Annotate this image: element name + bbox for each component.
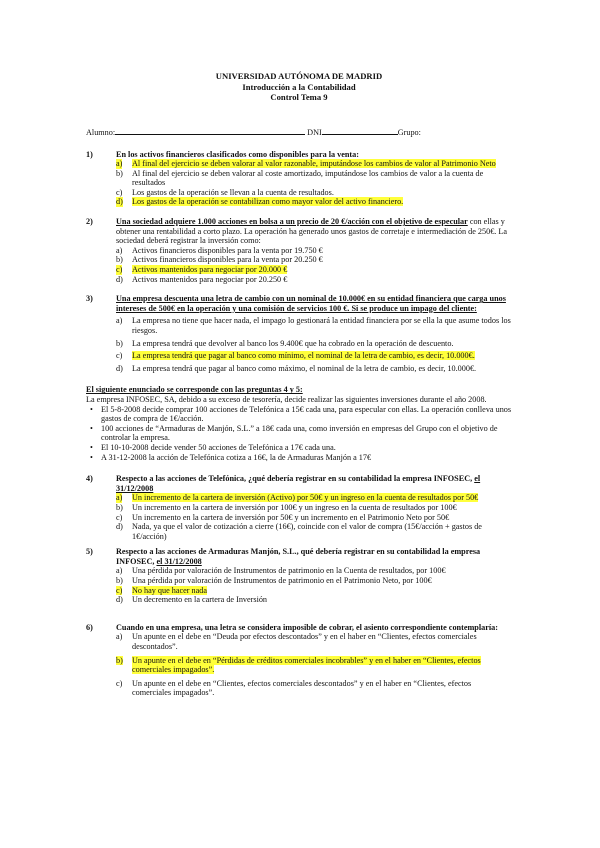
- option-label: c): [116, 265, 123, 275]
- case-title: El siguiente enunciado se corresponde con las preguntas 4 y 5:: [86, 385, 303, 395]
- question-text: [116, 547, 512, 566]
- option-text: La empresa no tiene que hacer nada, el impago lo gestionará la entidad financiera por se ella la que asume todos los riesgos.: [132, 316, 511, 335]
- option-b[interactable]: [116, 169, 512, 188]
- option-c[interactable]: [116, 265, 512, 275]
- question-5: [86, 547, 512, 605]
- option-text: Una pérdida por valoración de Instrumentos de patrimonio en la Cuenta de resultados, por 100€: [132, 566, 446, 576]
- option-text: Un decremento en la cartera de Inversión: [132, 595, 268, 605]
- case-statement: [86, 385, 512, 462]
- option-label: a): [116, 245, 123, 255]
- option-b[interactable]: [116, 576, 512, 586]
- options-list: [116, 159, 512, 207]
- question-number: 1): [86, 149, 93, 159]
- question-text-main: Respecto a las acciones de Armaduras Manjón, S.L., qué debería registrar en su contabilidad la empresa INFOSEC,: [116, 547, 481, 566]
- option-c[interactable]: [116, 679, 512, 698]
- option-text: Un incremento en la cartera de inversión por 100€ y un ingreso en la cuenta de resultados por 100€: [132, 502, 457, 512]
- option-label: b): [116, 338, 123, 348]
- option-label: a): [116, 316, 123, 326]
- option-label: b): [116, 168, 123, 178]
- option-d[interactable]: [116, 197, 512, 207]
- question-text-plain: con ellas y obtener una rentabilidad a corto plazo. La operación ha generado unos gastos de corretaje e intermediación de 250€. La sociedad deberá registrar la inversión como:: [116, 217, 508, 246]
- question-text: Una empresa descuenta una letra de cambio con un nominal de 10.000€ en su entidad financiera que carga unos intereses de 500€ en la operación y una comisión de servicios 100 €. Si se produce un impago del cliente:: [116, 294, 506, 313]
- option-label: a): [116, 159, 123, 169]
- option-b[interactable]: [116, 339, 512, 349]
- option-label: b): [116, 502, 123, 512]
- option-text: Un apunte en el debe en “Clientes, efectos comerciales descontados” y en el haber en “Clientes, efectos comerciales impagados”.: [132, 678, 472, 698]
- case-item-text: El 10-10-2008 decide vender 50 acciones de Telefónica a 17€ cada una.: [101, 442, 336, 452]
- dni-label: DNI: [307, 127, 322, 137]
- options-list: [116, 316, 512, 373]
- question-4: [86, 474, 512, 541]
- case-item-text: 100 acciones de “Armaduras de Manjón, S.L.” a 18€ cada una, como inversión en empresas del Grupo con el objetivo de controlar la empresa.: [101, 423, 498, 443]
- option-label: a): [116, 632, 123, 642]
- option-label: a): [116, 493, 123, 503]
- option-b[interactable]: [116, 255, 512, 265]
- option-label: c): [116, 512, 123, 522]
- option-text: La empresa tendrá que pagar al banco como mínimo, el nominal de la letra de cambio, es decir, 10.000€.: [132, 351, 475, 361]
- option-c[interactable]: [116, 351, 512, 361]
- option-text: Un apunte en el debe en “Pérdidas de créditos comerciales incobrables” y en el haber en “Clientes, efectos comerciales impagados”.: [132, 655, 481, 675]
- option-text: La empresa tendrá que pagar al banco como máximo, el nominal de la letra de cambio, es decir, 10.000€.: [132, 363, 477, 373]
- option-c[interactable]: [116, 586, 512, 596]
- case-item: [86, 453, 512, 463]
- question-date: el 31/12/2008: [116, 474, 481, 493]
- option-text: Al final del ejercicio se deben valorar al valor razonable, imputándose los cambios de valor al Patrimonio Neto: [132, 159, 496, 169]
- option-label: b): [116, 576, 123, 586]
- option-label: c): [116, 585, 123, 595]
- option-text: Activos mantenidos para negociar por 20.000 €: [132, 265, 288, 275]
- option-a[interactable]: [116, 316, 512, 335]
- student-fields: [86, 126, 512, 138]
- question-6: [86, 623, 512, 698]
- option-label: b): [116, 255, 123, 265]
- question-text-main: Respecto a las acciones de Telefónica, ¿qué debería registrar en su contabilidad la empresa INFOSEC,: [116, 474, 473, 484]
- question-1: [86, 150, 512, 208]
- option-label: d): [116, 522, 123, 532]
- question-text-bold: Una sociedad adquiere 1.000 acciones en bolsa a un precio de 20 €/acción con el objetivo de especular: [116, 217, 468, 227]
- option-text: Al final del ejercicio se deben valorar al coste amortizado, imputándose los cambios de valor a la cuenta de resultados: [132, 168, 484, 188]
- bullet-icon: •: [90, 442, 93, 452]
- option-b[interactable]: [116, 656, 512, 675]
- course-name: Introducción a la Contabilidad: [242, 81, 356, 92]
- question-number: 4): [86, 474, 93, 484]
- university-name: UNIVERSIDAD AUTÓNOMA DE MADRID: [215, 71, 383, 81]
- option-text: La empresa tendrá que devolver al banco los 9.400€ que ha cobrado en la operación de descuento.: [132, 338, 454, 348]
- case-item-text: A 31-12-2008 la acción de Telefónica cotiza a 16€, la de Armaduras Manjón a 17€: [101, 452, 372, 462]
- question-number: 2): [86, 217, 93, 227]
- alumno-field[interactable]: [115, 126, 305, 135]
- option-a[interactable]: [116, 159, 512, 169]
- option-text: Activos financieros disponibles para la venta por 20.250 €: [132, 255, 323, 265]
- question-date: el 31/12/2008: [156, 556, 202, 566]
- options-list: [116, 246, 512, 284]
- option-text: Los gastos de la operación se contabilizan como mayor valor del activo financiero.: [132, 197, 404, 207]
- question-3: [86, 294, 512, 373]
- question-text: Cuando en una empresa, una letra se considera imposible de cobrar, el asiento correspondiente contemplaría:: [116, 622, 498, 632]
- test-title: Control Tema 9: [270, 92, 328, 102]
- option-text: Un apunte en el debe en “Deuda por efectos descontados” y en el haber en “Clientes, efectos comerciales descontados”.: [132, 632, 477, 652]
- bullet-icon: •: [90, 423, 93, 433]
- options-list: [116, 493, 512, 541]
- option-text: Un incremento de la cartera de inversión (Activo) por 50€ y un ingreso en la cuenta de resultados por 50€: [132, 493, 479, 503]
- option-text: Nada, ya que el valor de cotización a cierre (16€), coincide con el valor de compra (15€/acción + gastos de 1€/acción): [132, 522, 482, 541]
- option-label: d): [116, 363, 123, 373]
- exam-header: [86, 0, 512, 103]
- alumno-label: Alumno:: [86, 127, 116, 137]
- case-item-text: El 5-8-2008 decide comprar 100 acciones de Telefónica a 15€ cada una, para especular con ellas. La operación conlleva unos gastos de compra de 1€/acción.: [101, 404, 512, 424]
- question-text: [116, 474, 512, 493]
- options-list: [116, 566, 512, 604]
- question-number: 3): [86, 294, 93, 304]
- option-c[interactable]: [116, 513, 512, 523]
- option-label: a): [116, 566, 123, 576]
- option-text: Un incremento en la cartera de inversión por 50€ y un incremento en el Patrimonio Neto por 50€: [132, 512, 450, 522]
- case-item: [86, 405, 512, 424]
- option-label: d): [116, 595, 123, 605]
- option-text: Activos financieros disponibles para la venta por 19.750 €: [132, 245, 323, 255]
- bullet-icon: •: [90, 452, 93, 462]
- option-d[interactable]: [116, 275, 512, 285]
- option-text: Activos mantenidos para negociar por 20.250 €: [132, 274, 288, 284]
- question-number: 6): [86, 622, 93, 632]
- question-text: En los activos financieros clasificados como disponibles para la venta:: [116, 149, 359, 159]
- option-a[interactable]: [116, 493, 512, 503]
- option-a[interactable]: [116, 632, 512, 651]
- option-label: d): [116, 197, 123, 207]
- option-a[interactable]: [116, 566, 512, 576]
- option-label: c): [116, 187, 123, 197]
- option-label: c): [116, 678, 123, 688]
- case-intro: La empresa INFOSEC, SA, debido a su exceso de tesorería, decide realizar las siguientes inversiones durante el año 2008.: [86, 394, 487, 404]
- question-number: 5): [86, 547, 93, 557]
- option-d[interactable]: [116, 595, 512, 605]
- option-label: b): [116, 655, 123, 665]
- option-label: d): [116, 274, 123, 284]
- option-text: Los gastos de la operación se llevan a la cuenta de resultados.: [132, 187, 334, 197]
- grupo-label: Grupo:: [397, 127, 421, 137]
- options-list: [116, 632, 512, 698]
- question-text: [116, 217, 512, 246]
- case-item: [86, 443, 512, 453]
- option-d[interactable]: [116, 364, 512, 374]
- option-a[interactable]: [116, 246, 512, 256]
- question-2: [86, 217, 512, 284]
- option-label: c): [116, 351, 123, 361]
- option-text: No hay que hacer nada: [132, 585, 208, 595]
- bullet-icon: •: [90, 404, 93, 414]
- option-b[interactable]: [116, 503, 512, 513]
- option-text: Una pérdida por valoración de Instrumentos de patrimonio en el Patrimonio Neto, por 100€: [132, 576, 432, 586]
- dni-field[interactable]: [322, 126, 398, 135]
- case-item: [86, 424, 512, 443]
- option-c[interactable]: [116, 188, 512, 198]
- option-d[interactable]: [116, 522, 512, 541]
